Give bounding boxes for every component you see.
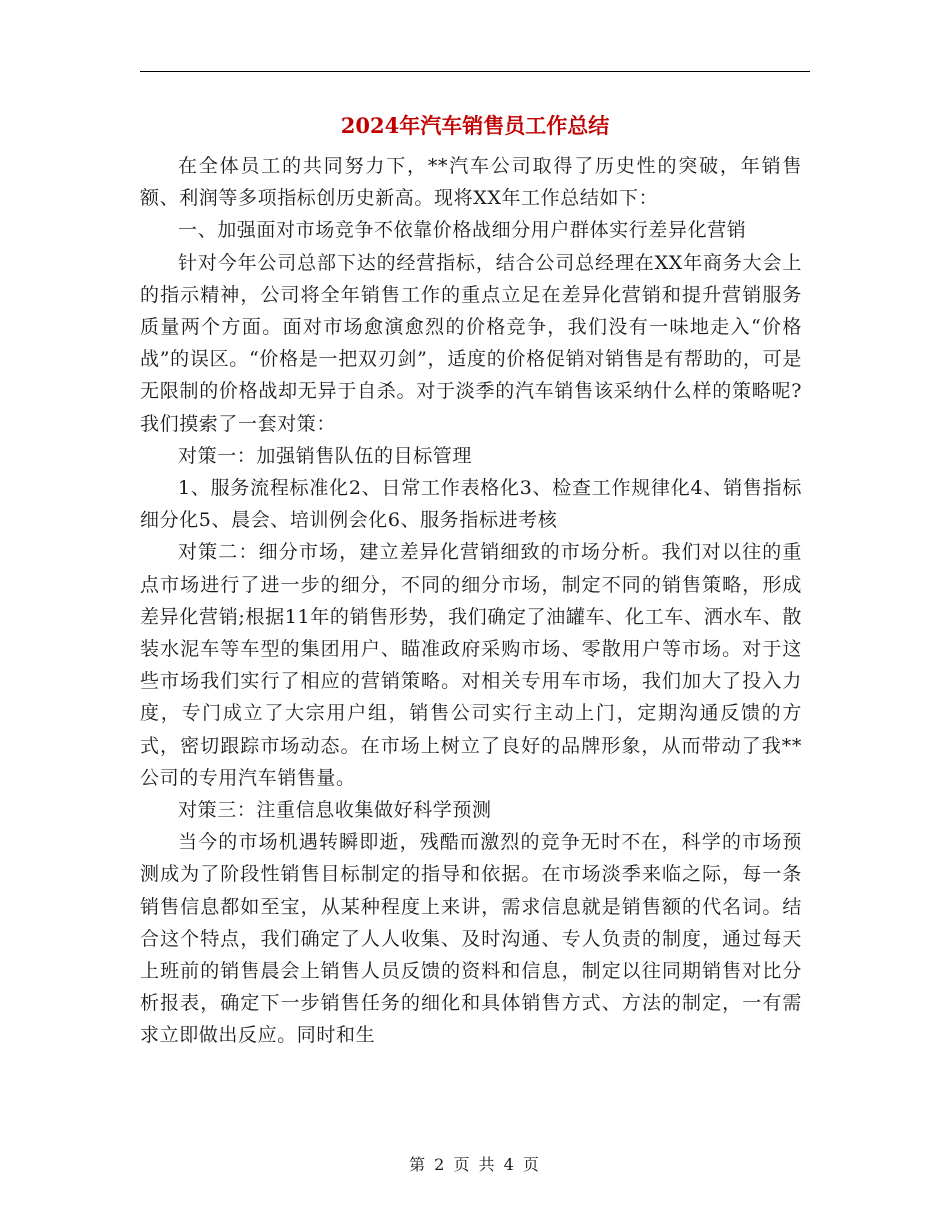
- paragraph-strategy-2: 对策二：细分市场，建立差异化营销细致的市场分析。我们对以往的重点市场进行了进一步的细分，不同的细分市场，制定不同的销售策略，形成差异化营销;根据11年的销售形势，我们确定了油罐车、化工车、洒水车、散装水泥车等车型的集团用户、瞄准政府采购市场、零散用户等市场。对于这些市场我们实行了相应的营销策略。对相关专用车市场，我们加大了投入力度，专门成立了大宗用户组，销售公司实行主动上门，定期沟通反馈的方式，密切跟踪市场动态。在市场上树立了良好的品牌形象，从而带动了我**公司的专用汽车销售量。: [140, 541, 802, 789]
- document-body: [140, 150, 802, 1052]
- section-heading-1: 一、加强面对市场竞争不依靠价格战细分用户群体实行差异化营销: [178, 219, 747, 242]
- paragraph-intro: 在全体员工的共同努力下，**汽车公司取得了历史性的突破，年销售额、利润等多项指标创历史新高。现将XX年工作总结如下：: [140, 155, 802, 210]
- paragraph-strategy-3: 当今的市场机遇转瞬即逝，残酷而激烈的竞争无时不在，科学的市场预测成为了阶段性销售目标制定的指导和依据。在市场淡季来临之际，每一条销售信息都如至宝，从某种程度上来讲，需求信息就是销售额的代名词。结合这个特点，我们确定了人人收集、及时沟通、专人负责的制度，通过每天上班前的销售晨会上销售人员反馈的资料和信息，制定以往同期销售对比分析报表，确定下一步销售任务的细化和具体销售方式、方法的制定，一有需求立即做出反应。同时和生: [140, 831, 802, 1047]
- paragraph-price-strategy: 针对今年公司总部下达的经营指标，结合公司总经理在XX年商务大会上的指示精神，公司将全年销售工作的重点立足在差异化营销和提升营销服务质量两个方面。面对市场愈演愈烈的价格竞争，我们没有一味地走入“价格战”的误区。“价格是一把双刃剑”，适度的价格促销对销售是有帮助的，可是无限制的价格战却无异于自杀。对于淡季的汽车销售该采纳什么样的策略呢?我们摸索了一套对策：: [140, 251, 802, 435]
- header-rule: [140, 71, 810, 72]
- strategy-heading-3: 对策三：注重信息收集做好科学预测: [178, 799, 492, 822]
- strategy-list-1: 1、服务流程标准化2、日常工作表格化3、检查工作规律化4、销售指标细分化5、晨会、培训例会化6、服务指标进考核: [140, 477, 802, 532]
- strategy-heading-1: 对策一：加强销售队伍的目标管理: [178, 444, 473, 467]
- document-title: 2024年汽车销售员工作总结: [340, 113, 610, 138]
- page-footer: 第 2 页 共 4 页: [409, 1155, 541, 1174]
